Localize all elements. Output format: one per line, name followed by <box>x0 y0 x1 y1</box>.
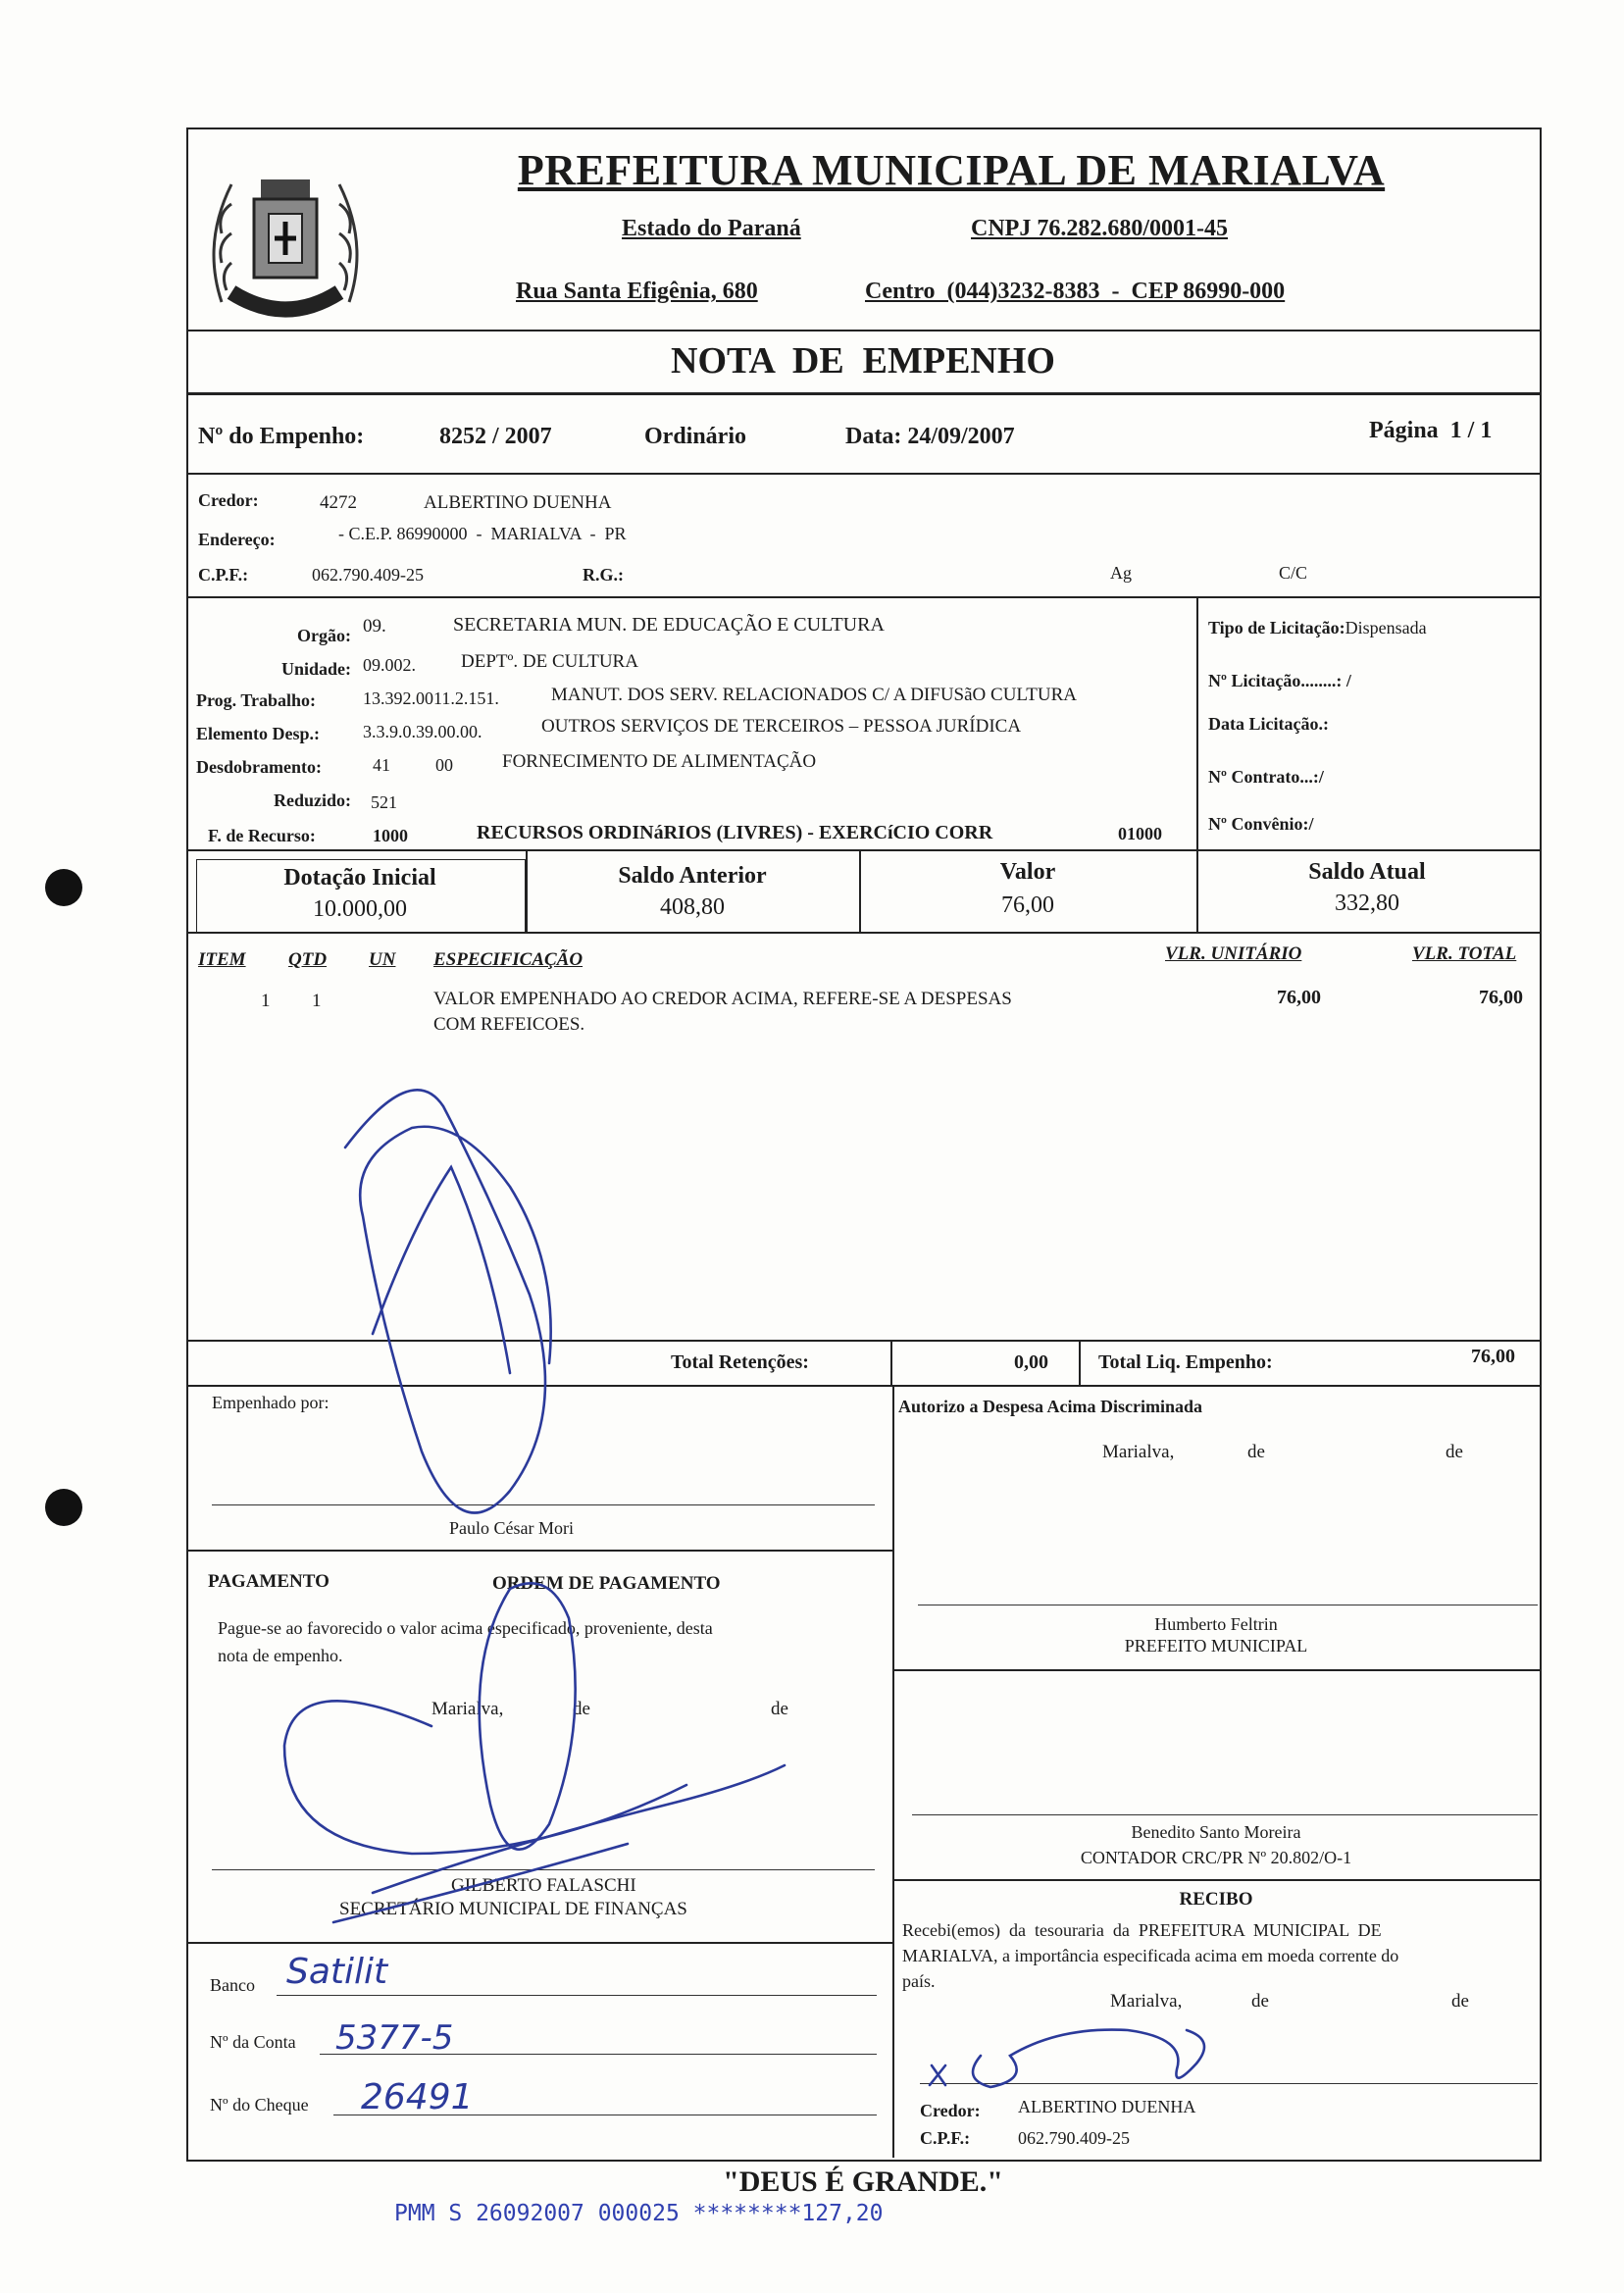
row-spec-line2: COM REFEICOES. <box>433 1014 585 1035</box>
orgao-label: Orgão: <box>297 626 351 645</box>
signature-mori <box>345 1090 551 1512</box>
recibo-place: Marialva, <box>1110 1991 1183 2012</box>
credor-name: ALBERTINO DUENHA <box>424 492 612 513</box>
empenho-number: 8252 / 2007 <box>439 424 552 449</box>
empenhado-por-label: Empenhado por: <box>212 1393 330 1412</box>
footer-motto: "DEUS É GRANDE." <box>723 2166 1003 2198</box>
col-qtd: QTD <box>288 949 328 970</box>
recibo-text-line3: país. <box>902 1971 936 1991</box>
cheque-label: Nº do Cheque <box>210 2095 309 2115</box>
prog-label: Prog. Trabalho: <box>196 690 317 710</box>
col-spec: ESPECIFICAÇÃO <box>433 949 584 970</box>
pague-text-line1: Pague-se ao favorecido o valor acima especificado, proveniente, desta <box>218 1618 713 1638</box>
saldo-anterior-value: 408,80 <box>660 894 725 920</box>
signer2-role: SECRETÁRIO MUNICIPAL DE FINANÇAS <box>339 1899 687 1919</box>
contador-name: Benedito Santo Moreira <box>1131 1822 1301 1842</box>
document-title: NOTA DE EMPENHO <box>671 340 1055 382</box>
cpf-label: C.P.F.: <box>198 565 249 585</box>
recurso-code: 1000 <box>373 826 408 845</box>
empenho-date: Data: 24/09/2007 <box>845 424 1015 449</box>
unidade-value: DEPTº. DE CULTURA <box>461 651 638 672</box>
page-indicator: Página 1 / 1 <box>1369 418 1493 443</box>
col-un: UN <box>369 949 396 970</box>
autorizo-de1: de <box>1247 1442 1265 1462</box>
empenho-type: Ordinário <box>644 424 747 449</box>
prefeito-name: Humberto Feltrin <box>1154 1614 1278 1634</box>
valor-value: 76,00 <box>1001 892 1054 918</box>
prog-code: 13.392.0011.2.151. <box>363 688 499 708</box>
elemento-code: 3.3.9.0.39.00.00. <box>363 722 482 741</box>
contact-label: Centro (044)3232-8383 - CEP 86990-000 <box>865 279 1286 304</box>
pagamento-de2: de <box>771 1699 788 1719</box>
recibo-de2: de <box>1451 1991 1469 2012</box>
desdobramento-code1: 41 <box>373 755 390 775</box>
conta-label: Nº da Conta <box>210 2032 296 2052</box>
recurso-value: RECURSOS ORDINáRIOS (LIVRES) - EXERCíCIO CORR <box>477 822 993 843</box>
page-title: PREFEITURA MUNICIPAL DE MARIALVA <box>517 146 1386 194</box>
pagamento-de1: de <box>573 1699 590 1719</box>
recibo-de1: de <box>1251 1991 1269 2012</box>
recibo-cpf-value: 062.790.409-25 <box>1018 2128 1130 2148</box>
prefeito-role: PREFEITO MUNICIPAL <box>1124 1636 1308 1656</box>
recibo-text-line1: Recebi(emos) da tesouraria da PREFEITURA MUNICIPAL DE <box>902 1920 1382 1940</box>
unidade-code: 09.002. <box>363 655 416 675</box>
contador-role: CONTADOR CRC/PR Nº 20.802/O-1 <box>1080 1848 1352 1867</box>
row-spec-line1: VALOR EMPENHADO AO CREDOR ACIMA, REFERE-SE A DESPESAS <box>433 989 1012 1009</box>
licitacao-numero: Nº Licitação........: / <box>1208 671 1351 690</box>
endereco-value: - C.E.P. 86990000 - MARIALVA - PR <box>338 524 627 543</box>
autorizo-label: Autorizo a Despesa Acima Discriminada <box>898 1397 1202 1416</box>
total-liq-label: Total Liq. Empenho: <box>1098 1351 1273 1373</box>
saldo-atual-label: Saldo Atual <box>1308 859 1426 885</box>
recibo-credor-value: ALBERTINO DUENHA <box>1018 2097 1196 2116</box>
banco-label: Banco <box>210 1975 255 1995</box>
ordem-pagamento-label: ORDEM DE PAGAMENTO <box>492 1573 721 1594</box>
recurso-label: F. de Recurso: <box>208 826 316 845</box>
pagamento-label: PAGAMENTO <box>208 1571 330 1592</box>
col-total: VLR. TOTAL <box>1412 943 1517 964</box>
credor-code: 4272 <box>320 492 357 513</box>
pague-text-line2: nota de empenho. <box>218 1646 343 1665</box>
cheque-field[interactable]: 26491 <box>361 2077 474 2117</box>
col-unit: VLR. UNITÁRIO <box>1165 943 1302 964</box>
recurso-code2: 01000 <box>1118 824 1162 843</box>
pagamento-place: Marialva, <box>431 1699 504 1719</box>
licitacao-data: Data Licitação.: <box>1208 714 1329 734</box>
desdobramento-label: Desdobramento: <box>196 757 322 777</box>
elemento-label: Elemento Desp.: <box>196 724 320 743</box>
col-item: ITEM <box>198 949 246 970</box>
row-unit-value: 76,00 <box>1277 987 1321 1008</box>
licitacao-tipo: Tipo de Licitação:Dispensada <box>1208 618 1427 637</box>
recibo-cpf-label: C.P.F.: <box>920 2128 971 2148</box>
address-label: Rua Santa Efigênia, 680 <box>516 279 758 304</box>
reduzido-label: Reduzido: <box>273 790 351 810</box>
licitacao-contrato: Nº Contrato...:/ <box>1208 767 1324 787</box>
signer2-name: GILBERTO FALASCHI <box>451 1875 636 1896</box>
dotacao-label: Dotação Inicial <box>283 865 436 891</box>
banco-field[interactable]: Satilit <box>286 1952 388 1992</box>
orgao-value: SECRETARIA MUN. DE EDUCAÇÃO E CULTURA <box>453 614 885 636</box>
signature-falaschi <box>480 1583 576 1849</box>
conta-field[interactable]: 5377-5 <box>335 2018 454 2058</box>
total-retencoes-value: 0,00 <box>1014 1351 1048 1373</box>
cashier-stamp: PMM S 26092007 000025 ********127,20 <box>394 2201 884 2226</box>
cpf-value: 062.790.409-25 <box>312 565 424 585</box>
desdobramento-value: FORNECIMENTO DE ALIMENTAÇÃO <box>502 751 817 772</box>
total-liq-value: 76,00 <box>1471 1346 1515 1367</box>
credor-label: Credor: <box>198 490 259 510</box>
saldo-atual-value: 332,80 <box>1335 891 1399 916</box>
row-qtd: 1 <box>312 991 322 1011</box>
autorizo-de2: de <box>1446 1442 1463 1462</box>
endereco-label: Endereço: <box>198 530 276 549</box>
row-item: 1 <box>261 991 271 1011</box>
elemento-value: OUTROS SERVIÇOS DE TERCEIROS – PESSOA JURÍDICA <box>541 716 1022 737</box>
autorizo-place: Marialva, <box>1102 1442 1175 1462</box>
signature-credor <box>930 2065 945 2085</box>
empenho-label: Nº do Empenho: <box>198 424 365 449</box>
licitacao-convenio: Nº Convênio:/ <box>1208 814 1314 834</box>
cc-label: C/C <box>1279 563 1308 583</box>
recibo-credor-label: Credor: <box>920 2101 981 2120</box>
valor-label: Valor <box>999 859 1056 885</box>
unidade-label: Unidade: <box>280 659 351 679</box>
prog-value: MANUT. DOS SERV. RELACIONADOS C/ A DIFUSãO CULTURA <box>551 685 1077 705</box>
dotacao-value: 10.000,00 <box>313 896 407 922</box>
row-total-value: 76,00 <box>1479 987 1523 1008</box>
reduzido-value: 521 <box>371 792 397 812</box>
recibo-title: RECIBO <box>1179 1889 1253 1910</box>
desdobramento-code2: 00 <box>435 755 453 775</box>
total-retencoes-label: Total Retenções: <box>671 1351 809 1373</box>
ag-label: Ag <box>1110 563 1132 583</box>
cnpj-label: CNPJ 76.282.680/0001-45 <box>971 216 1228 241</box>
recibo-text-line2: MARIALVA, a importância especificada acima em moeda corrente do <box>902 1946 1399 1965</box>
state-label: Estado do Paraná <box>622 216 801 241</box>
orgao-code: 09. <box>363 616 386 637</box>
rg-label: R.G.: <box>583 565 624 585</box>
saldo-anterior-label: Saldo Anterior <box>618 863 767 889</box>
signer1-name: Paulo César Mori <box>449 1518 574 1538</box>
